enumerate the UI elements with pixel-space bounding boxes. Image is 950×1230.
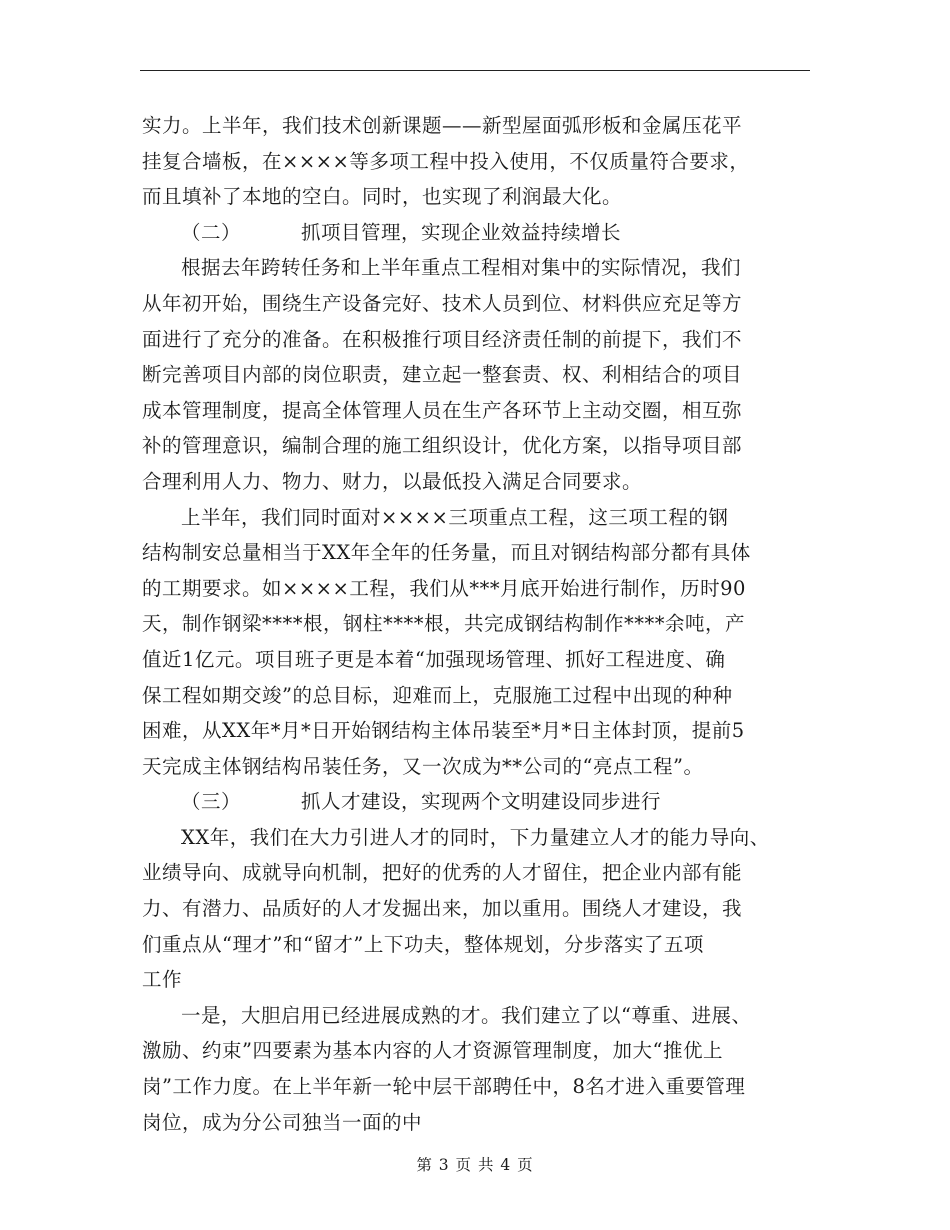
paragraph-line: 从年初开始，围绕生产设备完好、技术人员到位、材料供应充足等方 — [142, 291, 743, 315]
paragraph-line: 合理利用人力、物力、财力，以最低投入满足合同要求。 — [142, 469, 643, 493]
paragraph-line: 面进行了充分的准备。在积极推行项目经济责任制的前提下，我们不 — [142, 327, 743, 351]
paragraph-line: 挂复合墙板，在××××等多项工程中投入使用，不仅质量符合要求， — [142, 149, 750, 173]
paragraph-first-line: 根据去年跨转任务和上半年重点工程相对集中的实际情况，我们 — [181, 256, 742, 280]
paragraph-line: 保工程如期交竣”的总目标，迎难而上，克服施工过程中出现的种种 — [142, 683, 733, 707]
paragraph-line: 岗”工作力度。在上半年新一轮中层干部聘任中，8名才进入重要管理 — [142, 1075, 746, 1099]
section-number: （二） — [181, 220, 242, 244]
paragraph-line: 业绩导向、成就导向机制，把好的优秀的人才留住，把企业内部有能 — [142, 861, 743, 885]
header-rule — [140, 70, 810, 71]
paragraph-line: 工作 — [142, 968, 183, 992]
section-heading — [142, 784, 812, 820]
paragraph-line: 补的管理意识，编制合理的施工组织设计，优化方案，以指导项目部 — [142, 434, 743, 458]
paragraph-line: 断完善项目内部的岗位职责，建立起一整套责、权、利相结合的项目 — [142, 363, 743, 387]
paragraph-line: 天，制作钢梁****根，钢柱****根，共完成钢结构制作****余吨，产 — [142, 612, 746, 636]
paragraph-line: 成本管理制度，提高全体管理人员在生产各环节上主动交圈，相互弥 — [142, 398, 743, 422]
paragraph-line: 岗位，成为分公司独当一面的中 — [142, 1110, 423, 1134]
section-number: （三） — [181, 790, 242, 814]
paragraph-first-line: XX年，我们在大力引进人才的同时，下力量建立人才的能力导向、 — [181, 825, 770, 849]
page-footer: 第 3 页 共 4 页 — [416, 1156, 534, 1174]
section-title: 抓项目管理，实现企业效益持续增长 — [301, 220, 622, 244]
paragraph-line: 结构制安总量相当于XX年全年的任务量，而且对钢结构部分都有具体 — [142, 541, 751, 565]
section-heading — [142, 215, 812, 251]
paragraph-line: 激励、约束”四要素为基本内容的人才资源管理制度，加大“推优上 — [142, 1039, 723, 1063]
body-text — [142, 108, 812, 1140]
paragraph-first-line: 上半年，我们同时面对××××三项重点工程，这三项工程的钢 — [181, 505, 729, 529]
paragraph-line: 实力。上半年，我们技术创新课题——新型屋面弧形板和金属压花平 — [142, 114, 743, 137]
paragraph-line: 的工期要求。如××××工程，我们从***月底开始进行制作，历时90 — [142, 576, 746, 600]
paragraph-line: 值近1亿元。项目班子更是本着“加强现场管理、抓好工程进度、确 — [142, 647, 726, 671]
paragraph-line: 困难，从XX年*月*日开始钢结构主体吊装至*月*日主体封顶，提前5 — [142, 719, 745, 743]
paragraph-line: 天完成主体钢结构吊装任务，又一次成为**公司的“亮点工程”。 — [142, 754, 704, 778]
paragraph-line: 而且填补了本地的空白。同时，也实现了利润最大化。 — [142, 185, 623, 209]
section-title: 抓人才建设，实现两个文明建设同步进行 — [301, 790, 662, 814]
paragraph-first-line: 一是，大胆启用已经进展成熟的才。我们建立了以“尊重、进展、 — [181, 1003, 752, 1027]
paragraph-line: 力、有潜力、品质好的人才发掘出来，加以重用。围绕人才建设，我 — [142, 897, 743, 921]
paragraph-line: 们重点从“理才”和“留才”上下功夫，整体规划，分步落实了五项 — [142, 932, 704, 956]
